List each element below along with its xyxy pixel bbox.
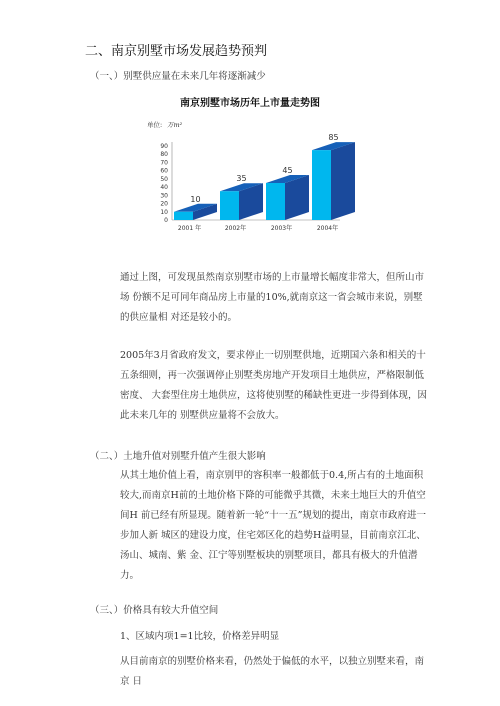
y-tick-label: 10 (160, 208, 168, 216)
subsection-item-1: 1、区域内项1=1比较，价格差异明显 (120, 631, 280, 642)
paragraph-3: 从其土地价值上看，南京别甲的容积率一般都低于0.4,所占有的土地面积 较大,而南京H前的土地价格下降的可能微乎其微，未来土地巨大的升值空间H 前已经有所显现。随着新一轮“十一五”规划的提出，南京市政府进一步加人新 城区的建设力度，住宅郊区化的趋势H益明显，目前南京江北、汤山、城南、紫 金、江宁等别墅板块的别墅项目，都具有极大的升值潜力。 (120, 470, 427, 581)
y-tick-label: 90 (160, 143, 168, 150)
subsection-title-1: （一、）别墅供应量在未来几年将逐渐减少 (90, 71, 266, 82)
bar (312, 133, 355, 220)
x-tick-label: 2004年 (316, 225, 339, 232)
paragraph-4: 从目前南京的别墅价格来看，仍然处于偏低的水平，以独立别墅来看，南京 日 (120, 656, 425, 687)
bar-front (220, 191, 239, 220)
bars (174, 133, 355, 220)
bar-chart (140, 110, 370, 240)
x-tick-label: 2003年 (270, 225, 293, 232)
bar-front (266, 183, 285, 220)
bar (220, 174, 263, 220)
bar-front (312, 150, 331, 220)
section-heading: 二、南京别墅市场发展趋势预判 (85, 44, 268, 59)
unit-label: 单位: (147, 121, 163, 129)
x-tick-label: 2001 年 (177, 225, 202, 232)
bar-value-label: 35 (236, 174, 247, 184)
x-axis-labels (178, 224, 338, 232)
y-tick-label: 40 (160, 184, 168, 192)
bar (266, 166, 309, 220)
paragraph-1: 通过上图，可发现虽然南京别墅市场的上市量增长幅度非常大，但所山市场 份额不足可同年商品房上市量的10%,就南京这一省会城市来说，别墅的供应量相 对还是较小的。 (120, 272, 425, 323)
bar-value-label: 10 (190, 194, 201, 204)
x-tick-label: 2002年 (224, 225, 247, 232)
y-tick-label: 30 (160, 192, 168, 200)
subsection-title-2: （二、）土地升值对别墅升值产生很大影响 (90, 451, 266, 462)
y-tick-label: 0 (164, 217, 168, 224)
unit-value: 万m² (167, 121, 183, 129)
y-tick-label: 70 (160, 159, 168, 167)
bar-front (174, 212, 193, 220)
chart-title: 南京别墅市场历年上市量走势图 (180, 98, 320, 109)
y-tick-label: 60 (160, 167, 168, 175)
bar-value-label: 45 (282, 166, 293, 175)
bar (174, 195, 217, 220)
paragraph-2: 2005年3月省政府发文，要求停止一切别墅供地，近期国六条和相关的十 五条细则，再一次强调停止别墅类房地产开发项目土地供应，严格限制低密度、 大套型住房土地供应，这将使别墅的稀缺性更进一步得到体现，因此未来几年的 别墅供应量将不会放大。 (120, 350, 428, 421)
y-tick-label: 80 (160, 151, 168, 159)
bar-side (331, 142, 355, 220)
subsection-title-3: （三、）价格具有较大升值空间 (90, 605, 219, 616)
y-tick-label: 50 (160, 175, 168, 183)
bar-value-label: 85 (328, 133, 339, 143)
y-tick-label: 20 (160, 200, 168, 208)
